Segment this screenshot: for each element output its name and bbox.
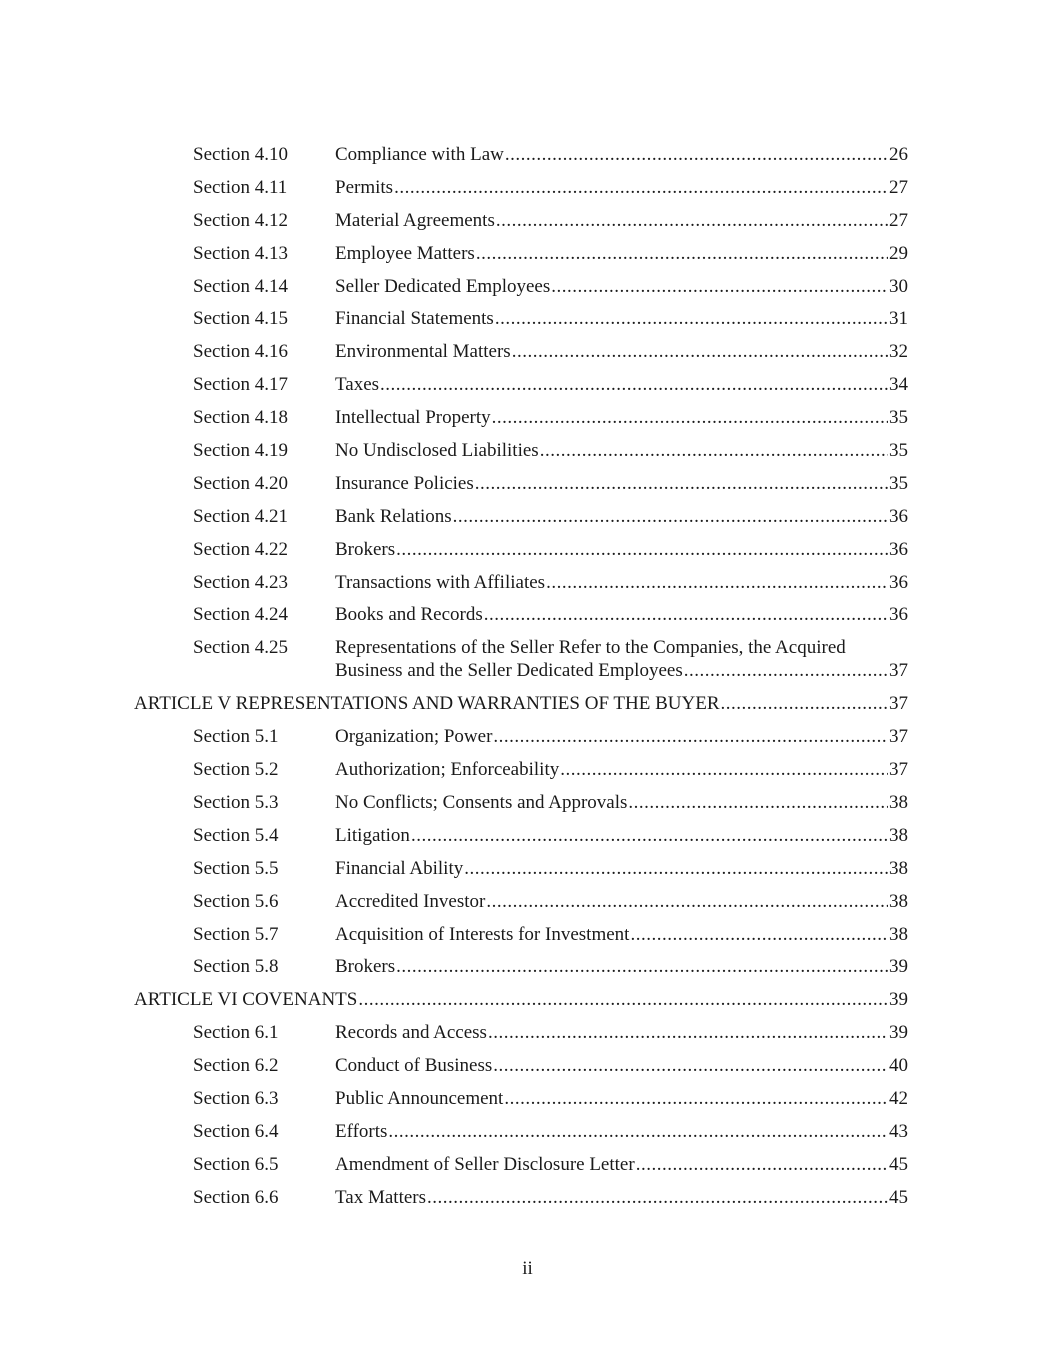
toc-section-entry [0, 788, 1055, 821]
toc-dot-leader [358, 989, 888, 1012]
toc-dot-leader [388, 1121, 888, 1144]
toc-entry-line [335, 1154, 908, 1177]
toc-section-title: Brokers [335, 956, 396, 978]
toc-page-number: 27 [889, 176, 908, 198]
toc-entry-line [134, 693, 908, 716]
toc-section-entry [0, 272, 1055, 305]
toc-section-title: No Undisclosed Liabilities [335, 440, 539, 462]
toc-dot-leader [546, 572, 888, 595]
toc-page-number: 39 [889, 1022, 908, 1044]
toc-section-entry [0, 568, 1055, 601]
toc-entry-line [335, 308, 908, 331]
toc-dot-leader [475, 473, 888, 496]
toc-section-title: Seller Dedicated Employees [335, 275, 551, 297]
toc-article-title: ARTICLE VI COVENANTS [134, 989, 358, 1011]
toc-section-title: Amendment of Seller Disclosure Letter [335, 1153, 635, 1175]
toc-section-number: Section 4.16 [193, 341, 288, 363]
toc-section-entry [0, 755, 1055, 788]
toc-section-title: Environmental Matters [335, 341, 511, 363]
toc-section-title-line2: Business and the Seller Dedicated Employees [335, 659, 683, 681]
toc-entry-line [335, 243, 908, 266]
toc-section-title: Insurance Policies [335, 472, 474, 494]
toc-section-title: Financial Statements [335, 308, 494, 330]
toc-entry-line [335, 374, 908, 397]
toc-section-title: No Conflicts; Consents and Approvals [335, 792, 628, 814]
toc-section-entry [0, 1150, 1055, 1183]
toc-entry-line [335, 539, 908, 562]
toc-dot-leader [484, 604, 888, 627]
toc-section-number: Section 4.21 [193, 505, 288, 527]
toc-dot-leader [721, 693, 888, 716]
toc-section-number: Section 5.8 [193, 956, 279, 978]
toc-section-number: Section 6.2 [193, 1055, 279, 1077]
toc-section-number: Section 6.6 [193, 1186, 279, 1208]
toc-section-title: Conduct of Business [335, 1055, 493, 1077]
toc-section-entry [0, 600, 1055, 633]
toc-section-number: Section 4.15 [193, 308, 288, 330]
toc-section-title: Acquisition of Interests for Investment [335, 923, 630, 945]
toc-section-entry [0, 304, 1055, 337]
toc-section-number: Section 4.17 [193, 374, 288, 396]
toc-section-entry [0, 722, 1055, 755]
toc-page-number: 35 [889, 440, 908, 462]
toc-entry-line [335, 956, 908, 979]
toc-page-number: 38 [889, 923, 908, 945]
toc-section-number: Section 4.11 [193, 176, 288, 198]
toc-dot-leader [636, 1154, 888, 1177]
toc-dot-leader [453, 506, 888, 529]
toc-entry-line [335, 759, 908, 782]
toc-entry-line [335, 891, 908, 914]
toc-entry-line [335, 726, 908, 749]
toc-section-number: Section 4.18 [193, 407, 288, 429]
toc-dot-leader [476, 243, 888, 266]
toc-section-title: Compliance with Law [335, 144, 504, 165]
toc-section-title: Bank Relations [335, 505, 452, 527]
toc-dot-leader [540, 440, 888, 463]
toc-section-title: Tax Matters [335, 1186, 427, 1208]
toc-dot-leader [560, 759, 888, 782]
toc-section-entry [0, 239, 1055, 272]
toc-section-number: Section 4.25 [193, 637, 288, 659]
toc-page-number: 38 [889, 824, 908, 846]
toc-page-number: 36 [889, 604, 908, 626]
toc-page-number: 45 [889, 1186, 908, 1208]
toc-page-number: 31 [889, 308, 908, 330]
toc-section-entry [0, 952, 1055, 985]
toc-section-number: Section 4.20 [193, 472, 288, 494]
toc-entry-line [335, 924, 908, 947]
toc-section-number: Section 4.14 [193, 275, 288, 297]
toc-dot-leader [504, 1088, 888, 1111]
toc-page-number: 29 [889, 242, 908, 264]
toc-section-entry [0, 173, 1055, 206]
toc-section-entry [0, 1183, 1055, 1216]
toc-entry-line [335, 1088, 908, 1111]
toc-page-number: 26 [889, 144, 908, 165]
toc-dot-leader [493, 726, 888, 749]
toc-dot-leader [512, 341, 888, 364]
toc-entry-line [335, 440, 908, 463]
toc-dot-leader [396, 956, 888, 979]
toc-page-number: 40 [889, 1055, 908, 1077]
toc-section-entry [0, 821, 1055, 854]
toc-page-number: 38 [889, 792, 908, 814]
toc-section-number: Section 5.4 [193, 824, 279, 846]
toc-entry-line [335, 506, 908, 529]
toc-section-title: Authorization; Enforceability [335, 759, 560, 781]
toc-section-title: Books and Records [335, 604, 483, 626]
toc-section-number: Section 4.12 [193, 209, 288, 231]
toc-dot-leader [427, 1187, 888, 1210]
toc-section-entry [0, 403, 1055, 436]
toc-section-number: Section 5.6 [193, 890, 279, 912]
toc-section-number: Section 4.10 [193, 144, 288, 165]
toc-page-number: 37 [889, 693, 908, 715]
toc-section-number: Section 4.23 [193, 571, 288, 593]
toc-section-entry [0, 1018, 1055, 1051]
toc-section-title-line2-row [335, 660, 908, 683]
toc-page-number: 38 [889, 857, 908, 879]
toc-dot-leader [464, 858, 888, 881]
toc-section-entry [0, 854, 1055, 887]
toc-section-entry [0, 469, 1055, 502]
toc-dot-leader [380, 374, 888, 397]
toc-article-title: ARTICLE V REPRESENTATIONS AND WARRANTIES OF THE BUYER [134, 693, 720, 715]
toc-section-entry [0, 633, 1055, 689]
toc-article-entry [0, 985, 1055, 1018]
toc-section-number: Section 5.5 [193, 857, 279, 879]
toc-section-title: Brokers [335, 538, 396, 560]
toc-page-number: 37 [889, 726, 908, 748]
toc-page-number: 35 [889, 472, 908, 494]
toc-section-number: Section 6.3 [193, 1088, 279, 1110]
toc-section-number: Section 6.4 [193, 1120, 279, 1142]
toc-entry-line [335, 604, 908, 627]
toc-section-title: Material Agreements [335, 209, 495, 231]
toc-section-entry [0, 887, 1055, 920]
toc-page-number: 36 [889, 505, 908, 527]
toc-section-number: Section 4.24 [193, 604, 288, 626]
toc-section-title: Financial Ability [335, 857, 464, 879]
toc-dot-leader [396, 539, 888, 562]
toc-page-number: 32 [889, 341, 908, 363]
toc-section-title: Efforts [335, 1120, 388, 1142]
toc-page-number: 38 [889, 890, 908, 912]
toc-section-number: Section 5.1 [193, 726, 279, 748]
toc-entry-line [134, 989, 908, 1012]
toc-entry-line [335, 1022, 908, 1045]
toc-page-number: 30 [889, 275, 908, 297]
toc-page-number: 27 [889, 209, 908, 231]
table-of-contents [0, 140, 1055, 1216]
toc-dot-leader [496, 210, 888, 233]
toc-dot-leader [684, 660, 888, 683]
toc-section-entry [0, 337, 1055, 370]
toc-section-number: Section 4.22 [193, 538, 288, 560]
toc-section-entry [0, 140, 1055, 173]
toc-section-entry [0, 535, 1055, 568]
toc-page-number: 39 [889, 989, 908, 1011]
toc-entry-line [335, 1121, 908, 1144]
toc-section-number: Section 5.2 [193, 759, 279, 781]
toc-section-number: Section 6.1 [193, 1022, 279, 1044]
toc-section-entry [0, 1117, 1055, 1150]
toc-section-title: Employee Matters [335, 242, 475, 264]
toc-page-number: 37 [889, 759, 908, 781]
toc-page-number: 36 [889, 538, 908, 560]
toc-dot-leader [551, 276, 888, 299]
toc-section-title: Permits [335, 176, 394, 198]
toc-dot-leader [630, 924, 888, 947]
toc-section-entry [0, 436, 1055, 469]
toc-section-entry [0, 1084, 1055, 1117]
toc-section-title: Litigation [335, 824, 410, 846]
toc-page-number: 35 [889, 407, 908, 429]
toc-section-number: Section 6.5 [193, 1153, 279, 1175]
toc-section-title: Organization; Power [335, 726, 493, 748]
toc-page-number: 39 [889, 956, 908, 978]
toc-entry-line [335, 473, 908, 496]
toc-dot-leader [488, 1022, 888, 1045]
toc-dot-leader [492, 407, 888, 430]
toc-section-title: Transactions with Affiliates [335, 571, 546, 593]
toc-section-entry [0, 1051, 1055, 1084]
toc-section-entry [0, 370, 1055, 403]
toc-entry-line [335, 407, 908, 430]
toc-section-title: Public Announcement [335, 1088, 504, 1110]
toc-dot-leader [394, 177, 888, 200]
toc-dot-leader [628, 792, 888, 815]
toc-entry-line [335, 1055, 908, 1078]
toc-dot-leader [493, 1055, 888, 1078]
toc-section-title: Taxes [335, 374, 380, 396]
toc-section-entry [0, 920, 1055, 953]
toc-section-entry [0, 206, 1055, 239]
toc-page-number: 34 [889, 374, 908, 396]
toc-entry-line [335, 792, 908, 815]
toc-entry-line [335, 341, 908, 364]
toc-entry-line [335, 177, 908, 200]
toc-entry-line [335, 637, 908, 682]
page-number: ii [522, 1258, 533, 1279]
toc-page-number: 42 [889, 1088, 908, 1110]
toc-article-entry [0, 689, 1055, 722]
toc-section-title: Accredited Investor [335, 890, 486, 912]
toc-page-number: 37 [889, 659, 908, 681]
toc-entry-line [335, 144, 908, 167]
toc-page-number: 43 [889, 1120, 908, 1142]
toc-page-number: 36 [889, 571, 908, 593]
toc-section-number: Section 5.7 [193, 923, 279, 945]
toc-page-number: 45 [889, 1153, 908, 1175]
toc-dot-leader [495, 308, 888, 331]
toc-entry-line [335, 825, 908, 848]
toc-section-title: Intellectual Property [335, 407, 491, 429]
toc-entry-line [335, 210, 908, 233]
toc-entry-line [335, 572, 908, 595]
toc-section-title-line1: Representations of the Seller Refer to the Companies, the Acquired [335, 637, 846, 659]
toc-dot-leader [411, 825, 888, 848]
toc-section-number: Section 4.19 [193, 440, 288, 462]
toc-section-number: Section 4.13 [193, 242, 288, 264]
toc-section-number: Section 5.3 [193, 792, 279, 814]
toc-dot-leader [505, 144, 888, 167]
toc-dot-leader [486, 891, 888, 914]
toc-entry-line [335, 858, 908, 881]
toc-entry-line [335, 1187, 908, 1210]
toc-section-entry [0, 502, 1055, 535]
toc-section-title: Records and Access [335, 1022, 487, 1044]
toc-entry-line [335, 276, 908, 299]
